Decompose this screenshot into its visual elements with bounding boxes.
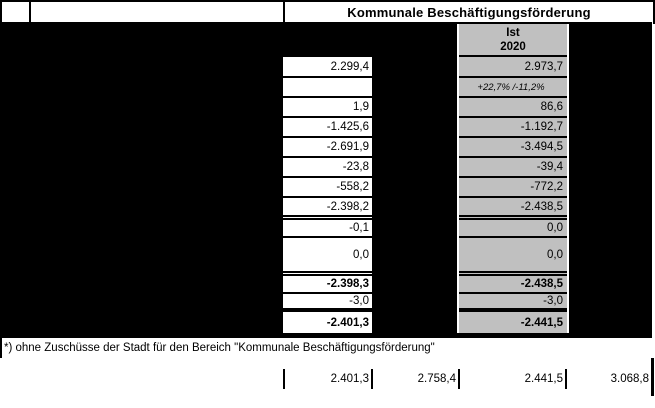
column-header-ist-2020 [459,24,567,57]
header-cell-empty-small [2,2,29,22]
amount-cell: -1.425,6 [283,118,372,138]
column-header-line1: Ist [506,26,520,39]
bottom-total-value: 2.758,4 [417,373,456,385]
header-cell-empty-mid [31,2,283,22]
amount-cell-subtotal: -2.438,5 [459,198,567,220]
amount-cell: -558,2 [283,178,372,198]
amount-cell: 0,0 [283,238,372,276]
amount-cell-empty [283,78,372,98]
amount-cell: -1.192,7 [459,118,567,138]
amount-cell: -2.691,9 [283,138,372,158]
amount-column-plan [283,57,372,333]
amount-cell: 86,6 [459,98,567,118]
bottom-total-value: 3.068,8 [610,373,649,385]
column-separator-bar [283,369,285,389]
amount-cell-grandtotal: -2.401,3 [283,312,372,333]
amount-cell: 1,9 [283,98,372,118]
bottom-total-value: 2.441,5 [524,373,563,385]
amount-cell-total: -2.398,3 [283,276,372,294]
amount-cell: -3,0 [459,294,567,312]
amount-cell: 2.973,7 [459,57,567,78]
bottom-total-value: 2.401,3 [330,373,369,385]
amount-cell-total: -2.438,5 [459,276,567,294]
amount-cell: 0,0 [459,238,567,276]
amount-column-ist-2020 [457,24,569,333]
amount-cell-grandtotal: -2.441,5 [459,312,567,333]
table-header-row [2,2,653,22]
column-header-line2: 2020 [500,40,526,53]
column-separator-bar [371,369,373,389]
amount-cell: -772,2 [459,178,567,198]
footnote [2,338,653,358]
amount-cell: -3.494,5 [459,138,567,158]
amount-cell: -39,4 [459,158,567,178]
percent-change-cell: +22,7% /-11,2% [459,78,567,98]
amount-cell: -0,1 [283,220,372,238]
amount-cell: 0,0 [459,220,567,238]
amount-cell: 2.299,4 [283,57,372,78]
column-separator-bar [458,369,460,389]
table-title: Kommunale Beschäftigungsförderung [285,2,653,22]
amount-cell: -23,8 [283,158,372,178]
amount-cell-subtotal: -2.398,2 [283,198,372,220]
column-separator-bar-tall [651,358,654,396]
amount-cell: -3,0 [283,294,372,312]
footnote-text: *) ohne Zuschüsse der Stadt für den Bereich "Kommunale Beschäftigungsförderung" [4,342,435,354]
